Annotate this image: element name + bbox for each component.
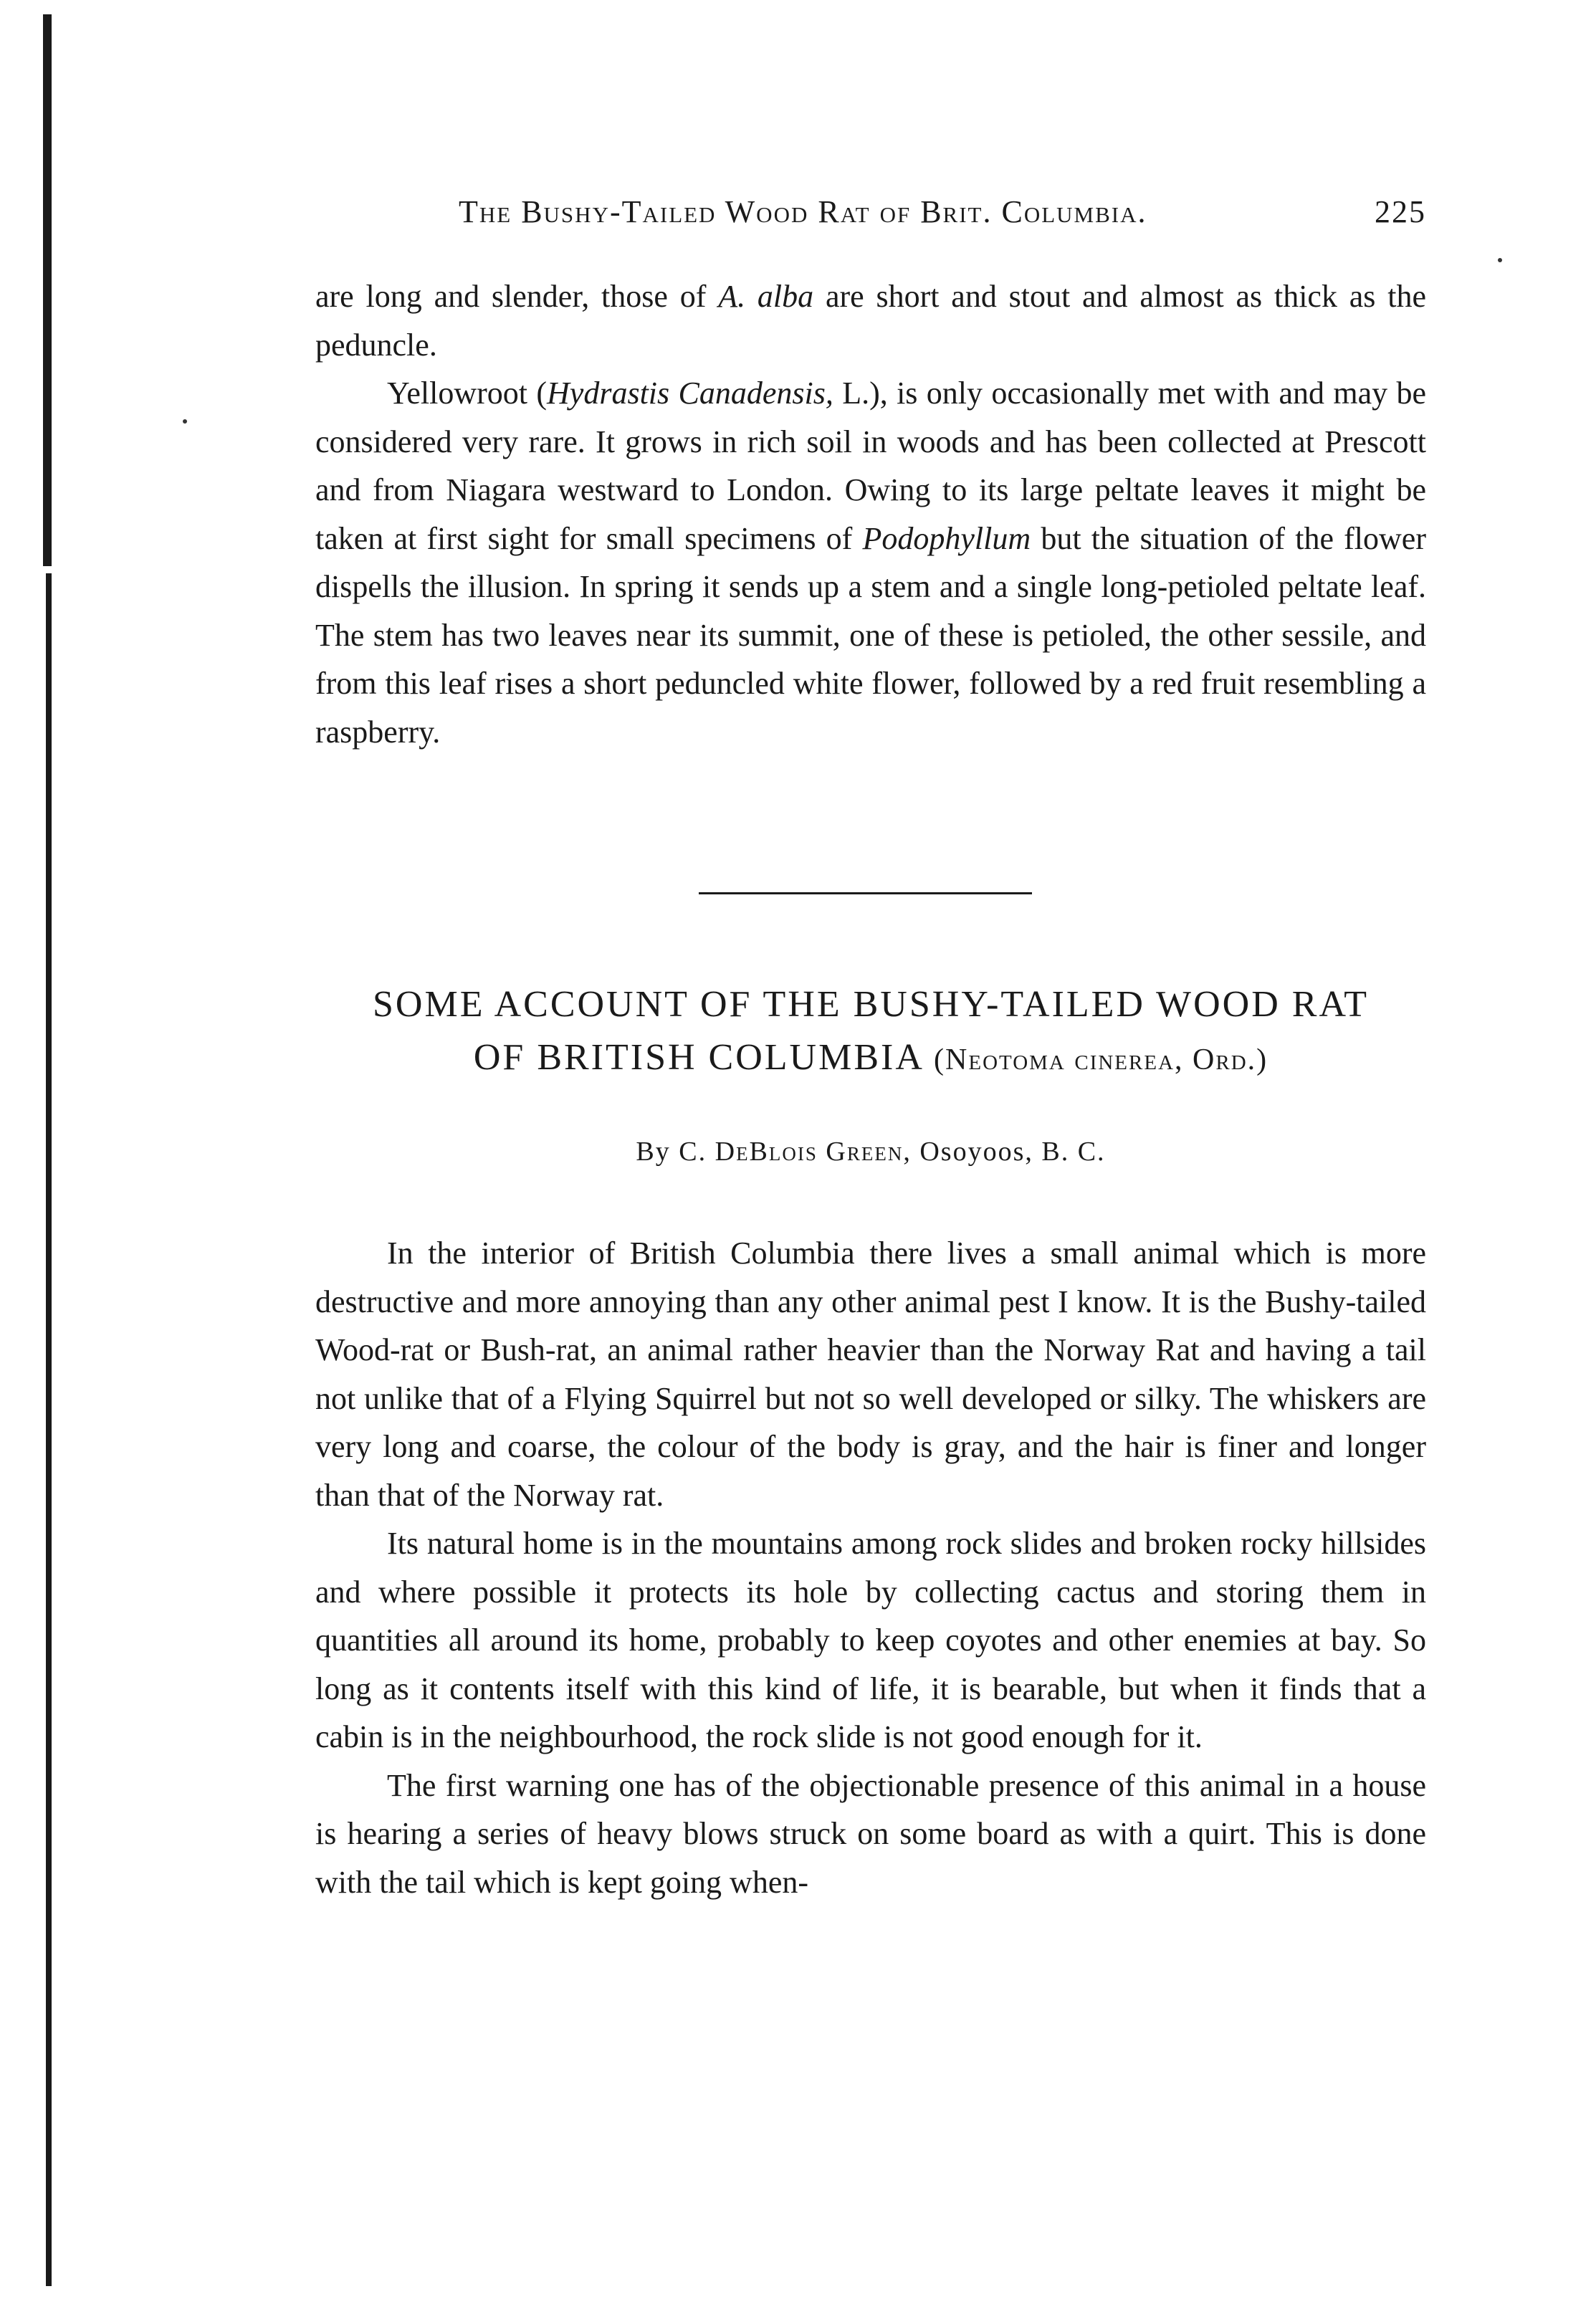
text-run: Yellowroot ( — [387, 376, 548, 411]
paragraph — [315, 369, 1426, 756]
paragraph: The first warning one has of the objectionable presence of this animal in a house is hearing a series of heavy blows struck on some board as with a quirt. This is done with the tail which is kept going when- — [315, 1767, 1426, 1900]
byline-place: Osoyoos, B. C. — [911, 1137, 1106, 1167]
byline — [315, 1136, 1426, 1167]
continued-text — [315, 272, 1426, 756]
binding-edge-upper — [43, 14, 52, 566]
section-divider-rule — [699, 892, 1032, 894]
article-body — [315, 1229, 1426, 1906]
binding-edge-lower — [46, 573, 52, 2286]
byline-author: C. DeBlois Green, — [679, 1137, 912, 1167]
running-head — [459, 193, 1426, 244]
page-number: 225 — [1375, 194, 1426, 229]
running-head-title: The Bushy-Tailed Wood Rat of Brit. Columbia. — [459, 194, 1147, 229]
article-title-line: SOME ACCOUNT OF THE BUSHY-TAILED WOOD RAT — [372, 984, 1370, 1025]
paragraph — [315, 272, 1426, 369]
text-run: are long and slender, those of — [315, 279, 719, 314]
article-title-line — [315, 1031, 1426, 1086]
article-title — [315, 978, 1426, 1086]
paragraph: Its natural home is in the mountains among rock slides and broken rocky hillsides and where possible it protects its hole by collecting cactus and storing them in quantities all around its home, probably to keep coyotes and other enemies at bay. So long as it contents itself with this kind of life, it is bearable, but when it finds that a cabin is in the neighbourhood, the rock slide is not good enough for it. — [315, 1526, 1426, 1754]
stray-mark — [183, 419, 187, 424]
text-run: L.), is only occasionally met with and may be considered very rare. It grows in rich soil in woods and has been collected at Prescott and from Niagara westward to London. Owing to its large peltate leaves it might be taken at first sight for small specimens of — [315, 376, 1427, 556]
article-title-main: OF BRITISH COLUMBIA — [473, 1037, 935, 1078]
text-run: are short and stout and almost as thick as the peduncle. — [315, 279, 1426, 363]
text-run: but the situation of the flower dispells the illusion. In spring it sends up a stem and a single long-petioled peltate leaf. The stem has two leaves near its summit, one of these is petioled, the other sessile, and from this leaf rises a short peduncled white flower, followed by a red fruit resembling a raspberry. — [315, 520, 1426, 750]
byline-prefix: By — [636, 1137, 679, 1167]
italic-species-name: Hydrastis Canadensis, — [547, 376, 833, 411]
italic-species-name: A. alba — [718, 279, 814, 314]
paragraph: In the interior of British Columbia there lives a small animal which is more destructive and more annoying than any other animal pest I know. It is the Bushy-tailed Wood-rat or Bush-rat, an animal rather heavier than the Norway Rat and having a tail not unlike that of a Flying Squirrel but not so well developed or silky. The whiskers are very long and coarse, the colour of the body is gray, and the hair is finer and longer than that of the Norway rat. — [315, 1235, 1426, 1513]
italic-genus-name: Podophyllum — [862, 520, 1031, 556]
scientific-name: (Neotoma cinerea, Ord.) — [934, 1043, 1268, 1076]
stray-mark — [1498, 258, 1502, 262]
